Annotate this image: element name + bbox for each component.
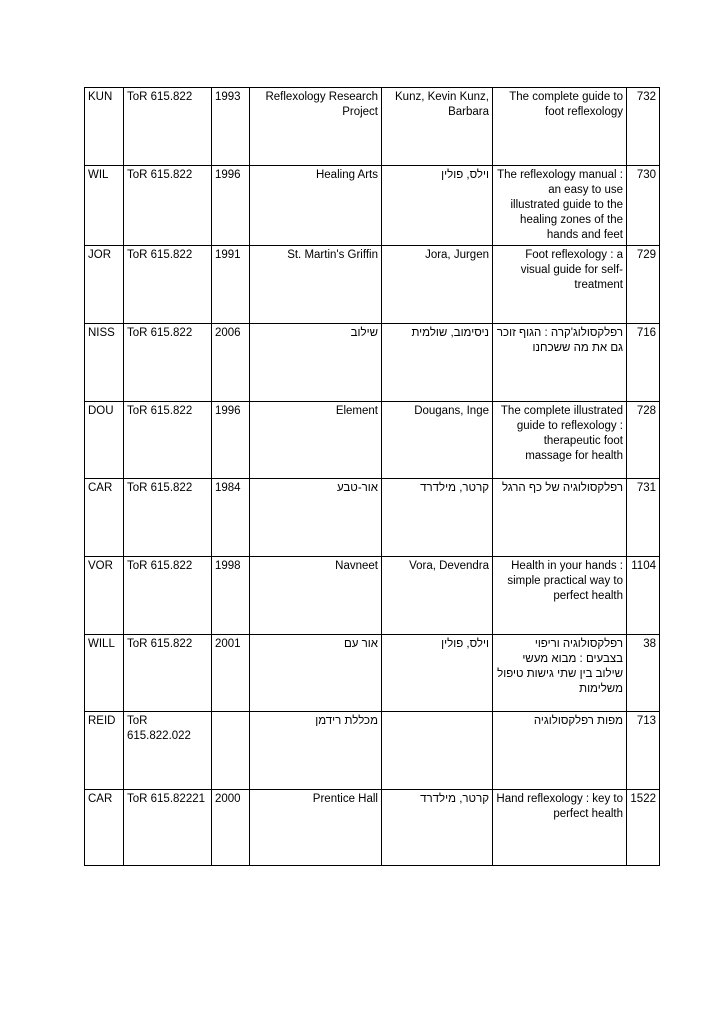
publisher-cell: אור-טבע bbox=[250, 479, 382, 557]
title-cell: The complete illustrated guide to reflexology : therapeutic foot massage for health bbox=[493, 402, 627, 479]
location-code-cell: DOU bbox=[85, 402, 124, 479]
year-cell: 1996 bbox=[212, 166, 250, 246]
location-code-cell: JOR bbox=[85, 246, 124, 324]
year-cell bbox=[212, 712, 250, 790]
table-row bbox=[85, 635, 660, 712]
call-number-cell: ToR 615.822 bbox=[124, 557, 212, 635]
record-number-cell: 38 bbox=[627, 635, 660, 712]
record-number-cell: 1104 bbox=[627, 557, 660, 635]
call-number-cell: ToR 615.822 bbox=[124, 324, 212, 402]
table-row bbox=[85, 557, 660, 635]
author-cell: Jora, Jurgen bbox=[382, 246, 493, 324]
author-cell: קרטר, מילדרד bbox=[382, 479, 493, 557]
location-code-cell: CAR bbox=[85, 479, 124, 557]
location-code-cell: WIL bbox=[85, 166, 124, 246]
author-cell: Dougans, Inge bbox=[382, 402, 493, 479]
record-number-cell: 731 bbox=[627, 479, 660, 557]
call-number-cell: ToR 615.822 bbox=[124, 246, 212, 324]
location-code-cell: WILL bbox=[85, 635, 124, 712]
author-cell: Kunz, Kevin Kunz, Barbara bbox=[382, 88, 493, 166]
location-code-cell: CAR bbox=[85, 790, 124, 866]
year-cell: 1993 bbox=[212, 88, 250, 166]
call-number-cell: ToR 615.822 bbox=[124, 166, 212, 246]
year-cell: 1991 bbox=[212, 246, 250, 324]
call-number-cell: ToR 615.822 bbox=[124, 479, 212, 557]
record-number-cell: 728 bbox=[627, 402, 660, 479]
author-cell: וילס, פולין bbox=[382, 166, 493, 246]
location-code-cell: REID bbox=[85, 712, 124, 790]
location-code-cell: NISS bbox=[85, 324, 124, 402]
catalog-table bbox=[84, 87, 660, 866]
year-cell: 2001 bbox=[212, 635, 250, 712]
record-number-cell: 729 bbox=[627, 246, 660, 324]
title-cell: Health in your hands : simple practical way to perfect health bbox=[493, 557, 627, 635]
year-cell: 1998 bbox=[212, 557, 250, 635]
record-number-cell: 713 bbox=[627, 712, 660, 790]
title-cell: מפות רפלקסולוגיה bbox=[493, 712, 627, 790]
title-cell: Hand reflexology : key to perfect health bbox=[493, 790, 627, 866]
publisher-cell: Prentice Hall bbox=[250, 790, 382, 866]
publisher-cell: Reflexology Research Project bbox=[250, 88, 382, 166]
publisher-cell: מכללת רידמן bbox=[250, 712, 382, 790]
year-cell: 1996 bbox=[212, 402, 250, 479]
location-code-cell: VOR bbox=[85, 557, 124, 635]
table-row bbox=[85, 166, 660, 246]
author-cell bbox=[382, 712, 493, 790]
publisher-cell: Navneet bbox=[250, 557, 382, 635]
year-cell: 1984 bbox=[212, 479, 250, 557]
publisher-cell: St. Martin's Griffin bbox=[250, 246, 382, 324]
record-number-cell: 716 bbox=[627, 324, 660, 402]
author-cell: Vora, Devendra bbox=[382, 557, 493, 635]
year-cell: 2000 bbox=[212, 790, 250, 866]
table-row bbox=[85, 790, 660, 866]
call-number-cell: ToR 615.82221 bbox=[124, 790, 212, 866]
table-row bbox=[85, 712, 660, 790]
title-cell: Foot reflexology : a visual guide for self-treatment bbox=[493, 246, 627, 324]
table-row bbox=[85, 402, 660, 479]
table-row bbox=[85, 479, 660, 557]
publisher-cell: שילוב bbox=[250, 324, 382, 402]
title-cell: רפלקסולוג'קרה : הגוף זוכר גם את מה ששכחנו bbox=[493, 324, 627, 402]
author-cell: וילס, פולין bbox=[382, 635, 493, 712]
table-row bbox=[85, 324, 660, 402]
call-number-cell: ToR 615.822 bbox=[124, 88, 212, 166]
title-cell: The complete guide to foot reflexology bbox=[493, 88, 627, 166]
record-number-cell: 732 bbox=[627, 88, 660, 166]
title-cell: The reflexology manual : an easy to use illustrated guide to the healing zones of the hands and feet bbox=[493, 166, 627, 246]
record-number-cell: 730 bbox=[627, 166, 660, 246]
call-number-cell: ToR 615.822 bbox=[124, 635, 212, 712]
call-number-cell: ToR 615.822.022 bbox=[124, 712, 212, 790]
author-cell: קרטר, מילדרד bbox=[382, 790, 493, 866]
title-cell: רפלקסולוגיה וריפוי בצבעים : מבוא מעשי שילוב בין שתי גישות טיפול משלימות bbox=[493, 635, 627, 712]
table-row bbox=[85, 88, 660, 166]
year-cell: 2006 bbox=[212, 324, 250, 402]
publisher-cell: Element bbox=[250, 402, 382, 479]
record-number-cell: 1522 bbox=[627, 790, 660, 866]
title-cell: רפלקסולוגיה של כף הרגל bbox=[493, 479, 627, 557]
publisher-cell: אור עם bbox=[250, 635, 382, 712]
table-row bbox=[85, 246, 660, 324]
publisher-cell: Healing Arts bbox=[250, 166, 382, 246]
author-cell: ניסימוב, שולמית bbox=[382, 324, 493, 402]
location-code-cell: KUN bbox=[85, 88, 124, 166]
call-number-cell: ToR 615.822 bbox=[124, 402, 212, 479]
